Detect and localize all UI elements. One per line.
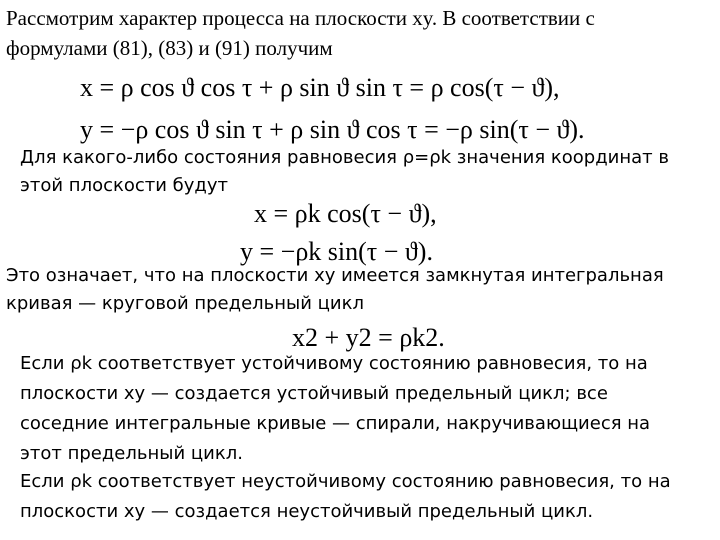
stable-line-3: соседние интегральные кривые — спирали, накручивающиеся на	[20, 413, 651, 434]
unstable-line-2: плоскости xy — создается неустойчивый предельный цикл.	[20, 501, 594, 522]
meaning-line-2: кривая — круговой предельный цикл	[6, 293, 364, 314]
equation-x: x = ρ cos ϑ cos τ + ρ sin ϑ sin τ = ρ cos(τ − ϑ),	[80, 73, 560, 102]
stable-line-4: этот предельный цикл.	[20, 443, 243, 464]
stable-line-2: плоскости xy — создается устойчивый предельный цикл; все	[20, 383, 608, 404]
equilibrium-line-2: этой плоскости будут	[20, 175, 229, 196]
meaning-line-1: Это означает, что на плоскости xy имеется замкнутая интегральная	[6, 265, 664, 286]
stable-line-1: Если ρk соответствует устойчивому состоянию равновесия, то на	[20, 353, 648, 374]
equation-y: y = −ρ cos ϑ sin τ + ρ sin ϑ cos τ = −ρ sin(τ − ϑ).	[80, 115, 585, 144]
equation-circle: x2 + y2 = ρk2.	[292, 323, 445, 352]
equation-y-k: y = −ρk sin(τ − ϑ).	[240, 237, 433, 266]
equation-x-k: x = ρk cos(τ − ϑ),	[254, 199, 437, 228]
equilibrium-line-1: Для какого-либо состояния равновесия ρ=ρk значения координат в	[20, 147, 669, 168]
unstable-line-1: Если ρk соответствует неустойчивому состоянию равновесия, то на	[20, 471, 671, 492]
intro-line-1: Рассмотрим характер процесса на плоскости xy. В соответствии с	[6, 6, 595, 30]
intro-line-2: формулами (81), (83) и (91) получим	[6, 36, 333, 60]
